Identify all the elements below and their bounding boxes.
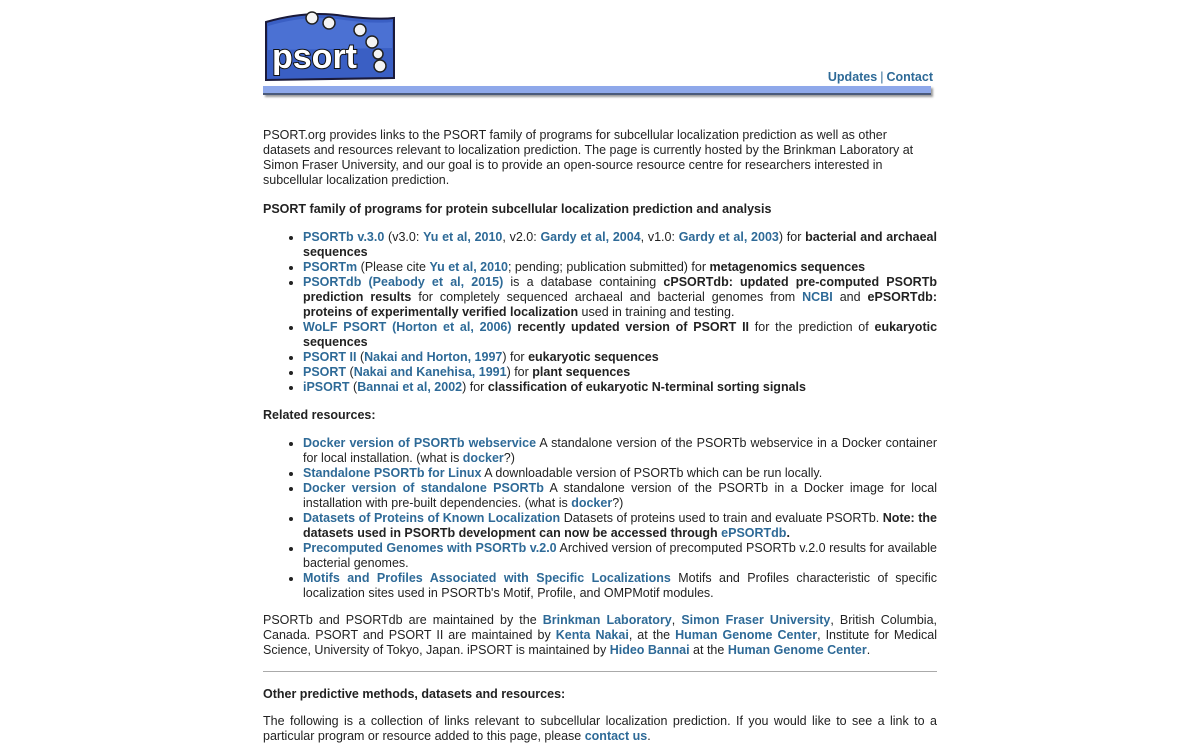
updates-link[interactable]: Updates bbox=[827, 70, 878, 84]
svg-text:psort: psort bbox=[272, 38, 357, 76]
contact-link[interactable]: Contact bbox=[886, 70, 933, 84]
list-item: • PSORTdb (Peabody et al, 2015) is a database containing cPSORTdb: updated pre-computed PSORTb prediction results for completely sequenced archaeal and bacterial genomes from NCBI and ePSORTdb: proteins of experimentally verified localization used in training and testing. bbox=[303, 275, 937, 320]
human-genome-center-link[interactable]: Human Genome Center bbox=[727, 643, 867, 657]
docker-standalone-link[interactable]: Docker version of standalone PSORTb bbox=[303, 481, 544, 495]
list-item: • Motifs and Profiles Associated with Specific Localizations Motifs and Profiles characteristic of specific localization sites used in PSORTb's Motif, Profile, and OMPMotif modules. bbox=[303, 571, 937, 601]
ncbi-link[interactable]: NCBI bbox=[802, 290, 833, 304]
motifs-profiles-link[interactable]: Motifs and Profiles Associated with Specific Localizations bbox=[303, 571, 671, 585]
human-genome-center-link[interactable]: Human Genome Center bbox=[675, 628, 818, 642]
list-item: • PSORTm (Please cite Yu et al, 2010; pending; publication submitted) for metagenomics sequences bbox=[303, 260, 937, 275]
list-item: • PSORT II (Nakai and Horton, 1997) for eukaryotic sequences bbox=[303, 350, 937, 365]
divider bbox=[263, 671, 937, 672]
psort-link[interactable]: PSORT bbox=[303, 365, 347, 379]
list-item: • WoLF PSORT (Horton et al, 2006) recently updated version of PSORT II for the prediction of eukaryotic sequences bbox=[303, 320, 937, 350]
citation-link[interactable]: Yu et al, 2010 bbox=[423, 230, 503, 244]
top-links bbox=[828, 70, 933, 85]
psortdb-link[interactable]: PSORTdb bbox=[303, 275, 362, 289]
hideo-bannai-link[interactable]: Hideo Bannai bbox=[609, 643, 690, 657]
citation-link[interactable]: Bannai et al, 2002 bbox=[357, 380, 463, 394]
list-item: • iPSORT (Bannai et al, 2002) for classification of eukaryotic N-terminal sorting signals bbox=[303, 380, 937, 395]
epsortdb-link[interactable]: ePSORTdb bbox=[721, 526, 787, 540]
list-item: • Datasets of Proteins of Known Localization Datasets of proteins used to train and evaluate PSORTb. Note: the datasets used in PSORTb development can now be accessed through ePSORTdb. bbox=[303, 511, 937, 541]
contact-us-link[interactable]: contact us bbox=[584, 729, 648, 743]
docker-link[interactable]: docker bbox=[462, 451, 504, 465]
standalone-psortb-link[interactable]: Standalone PSORTb for Linux bbox=[303, 466, 482, 480]
citation-link[interactable]: (Horton et al, 2006) bbox=[392, 320, 512, 334]
family-list bbox=[263, 230, 937, 395]
header-banner-bar bbox=[263, 86, 931, 95]
citation-link[interactable]: Gardy et al, 2004 bbox=[540, 230, 641, 244]
citation-link[interactable]: Nakai and Horton, 1997 bbox=[364, 350, 503, 364]
list-item: • Standalone PSORTb for Linux A downloadable version of PSORTb which can be run locally. bbox=[303, 466, 937, 481]
psort-ii-link[interactable]: PSORT II bbox=[303, 350, 357, 364]
list-item: • Docker version of standalone PSORTb A standalone version of the PSORTb in a Docker image for local installation with pre-built dependencies. (what is docker?) bbox=[303, 481, 937, 511]
citation-link[interactable]: Gardy et al, 2003 bbox=[678, 230, 779, 244]
docker-webservice-link[interactable]: Docker version of PSORTb webservice bbox=[303, 436, 537, 450]
header bbox=[263, 0, 937, 100]
list-item: • Docker version of PSORTb webservice A standalone version of the PSORTb webservice in a Docker container for local installation. (what is docker?) bbox=[303, 436, 937, 466]
top-links-separator: | bbox=[880, 70, 884, 84]
related-section bbox=[263, 408, 937, 601]
list-item: • Precomputed Genomes with PSORTb v.2.0 Archived version of precomputed PSORTb v.2.0 results for available bacterial genomes. bbox=[303, 541, 937, 571]
citation-link[interactable]: Yu et al, 2010 bbox=[429, 260, 508, 274]
list-item: • PSORT (Nakai and Kanehisa, 1991) for plant sequences bbox=[303, 365, 937, 380]
kenta-nakai-link[interactable]: Kenta Nakai bbox=[555, 628, 629, 642]
psort-logo[interactable] bbox=[264, 8, 396, 84]
datasets-link[interactable]: Datasets of Proteins of Known Localization bbox=[303, 511, 561, 525]
sfu-link[interactable]: Simon Fraser University bbox=[681, 613, 831, 627]
wolf-psort-link[interactable]: WoLF PSORT bbox=[303, 320, 387, 334]
intro-paragraph: PSORT.org provides links to the PSORT family of programs for subcellular localization prediction as well as other datasets and resources relevant to localization prediction. The page is currently hosted by the Brinkman Laboratory at Simon Fraser University, and our goal is to provide an open-source resource centre for researchers interested in subcellular localization prediction. bbox=[263, 128, 914, 187]
other-heading: Other predictive methods, datasets and resources: bbox=[263, 687, 566, 701]
psortb-link[interactable]: PSORTb v.3.0 bbox=[303, 230, 385, 244]
citation-link[interactable]: Nakai and Kanehisa, 1991 bbox=[353, 365, 507, 379]
page bbox=[263, 0, 938, 743]
psortm-link[interactable]: PSORTm bbox=[303, 260, 358, 274]
other-paragraph: The following is a collection of links relevant to subcellular localization prediction. If you would like to see a link to a particular program or resource added to this page, please contact us. bbox=[263, 714, 937, 743]
family-heading: PSORT family of programs for protein subcellular localization prediction and analysis bbox=[263, 202, 772, 216]
docker-link[interactable]: docker bbox=[571, 496, 613, 510]
family-section bbox=[263, 202, 937, 395]
citation-link[interactable]: (Peabody et al, 2015) bbox=[368, 275, 504, 289]
brinkman-lab-link[interactable]: Brinkman Laboratory bbox=[542, 613, 672, 627]
precomputed-genomes-link[interactable]: Precomputed Genomes with PSORTb v.2.0 bbox=[303, 541, 557, 555]
ipsort-link[interactable]: iPSORT bbox=[303, 380, 350, 394]
maintainers-paragraph: PSORTb and PSORTdb are maintained by the Brinkman Laboratory, Simon Fraser University, British Columbia, Canada. PSORT and PSORT II are maintained by Kenta Nakai, at the Human Genome Center, Institute for Medical Science, University of Tokyo, Japan. iPSORT is maintained by Hideo Bannai at the Human Genome Center. bbox=[263, 613, 938, 657]
list-item: • PSORTb v.3.0 (v3.0: Yu et al, 2010, v2.0: Gardy et al, 2004, v1.0: Gardy et al, 2003) for bacterial and archaeal sequences bbox=[303, 230, 937, 260]
related-heading: Related resources: bbox=[263, 408, 376, 422]
related-list bbox=[263, 436, 937, 601]
